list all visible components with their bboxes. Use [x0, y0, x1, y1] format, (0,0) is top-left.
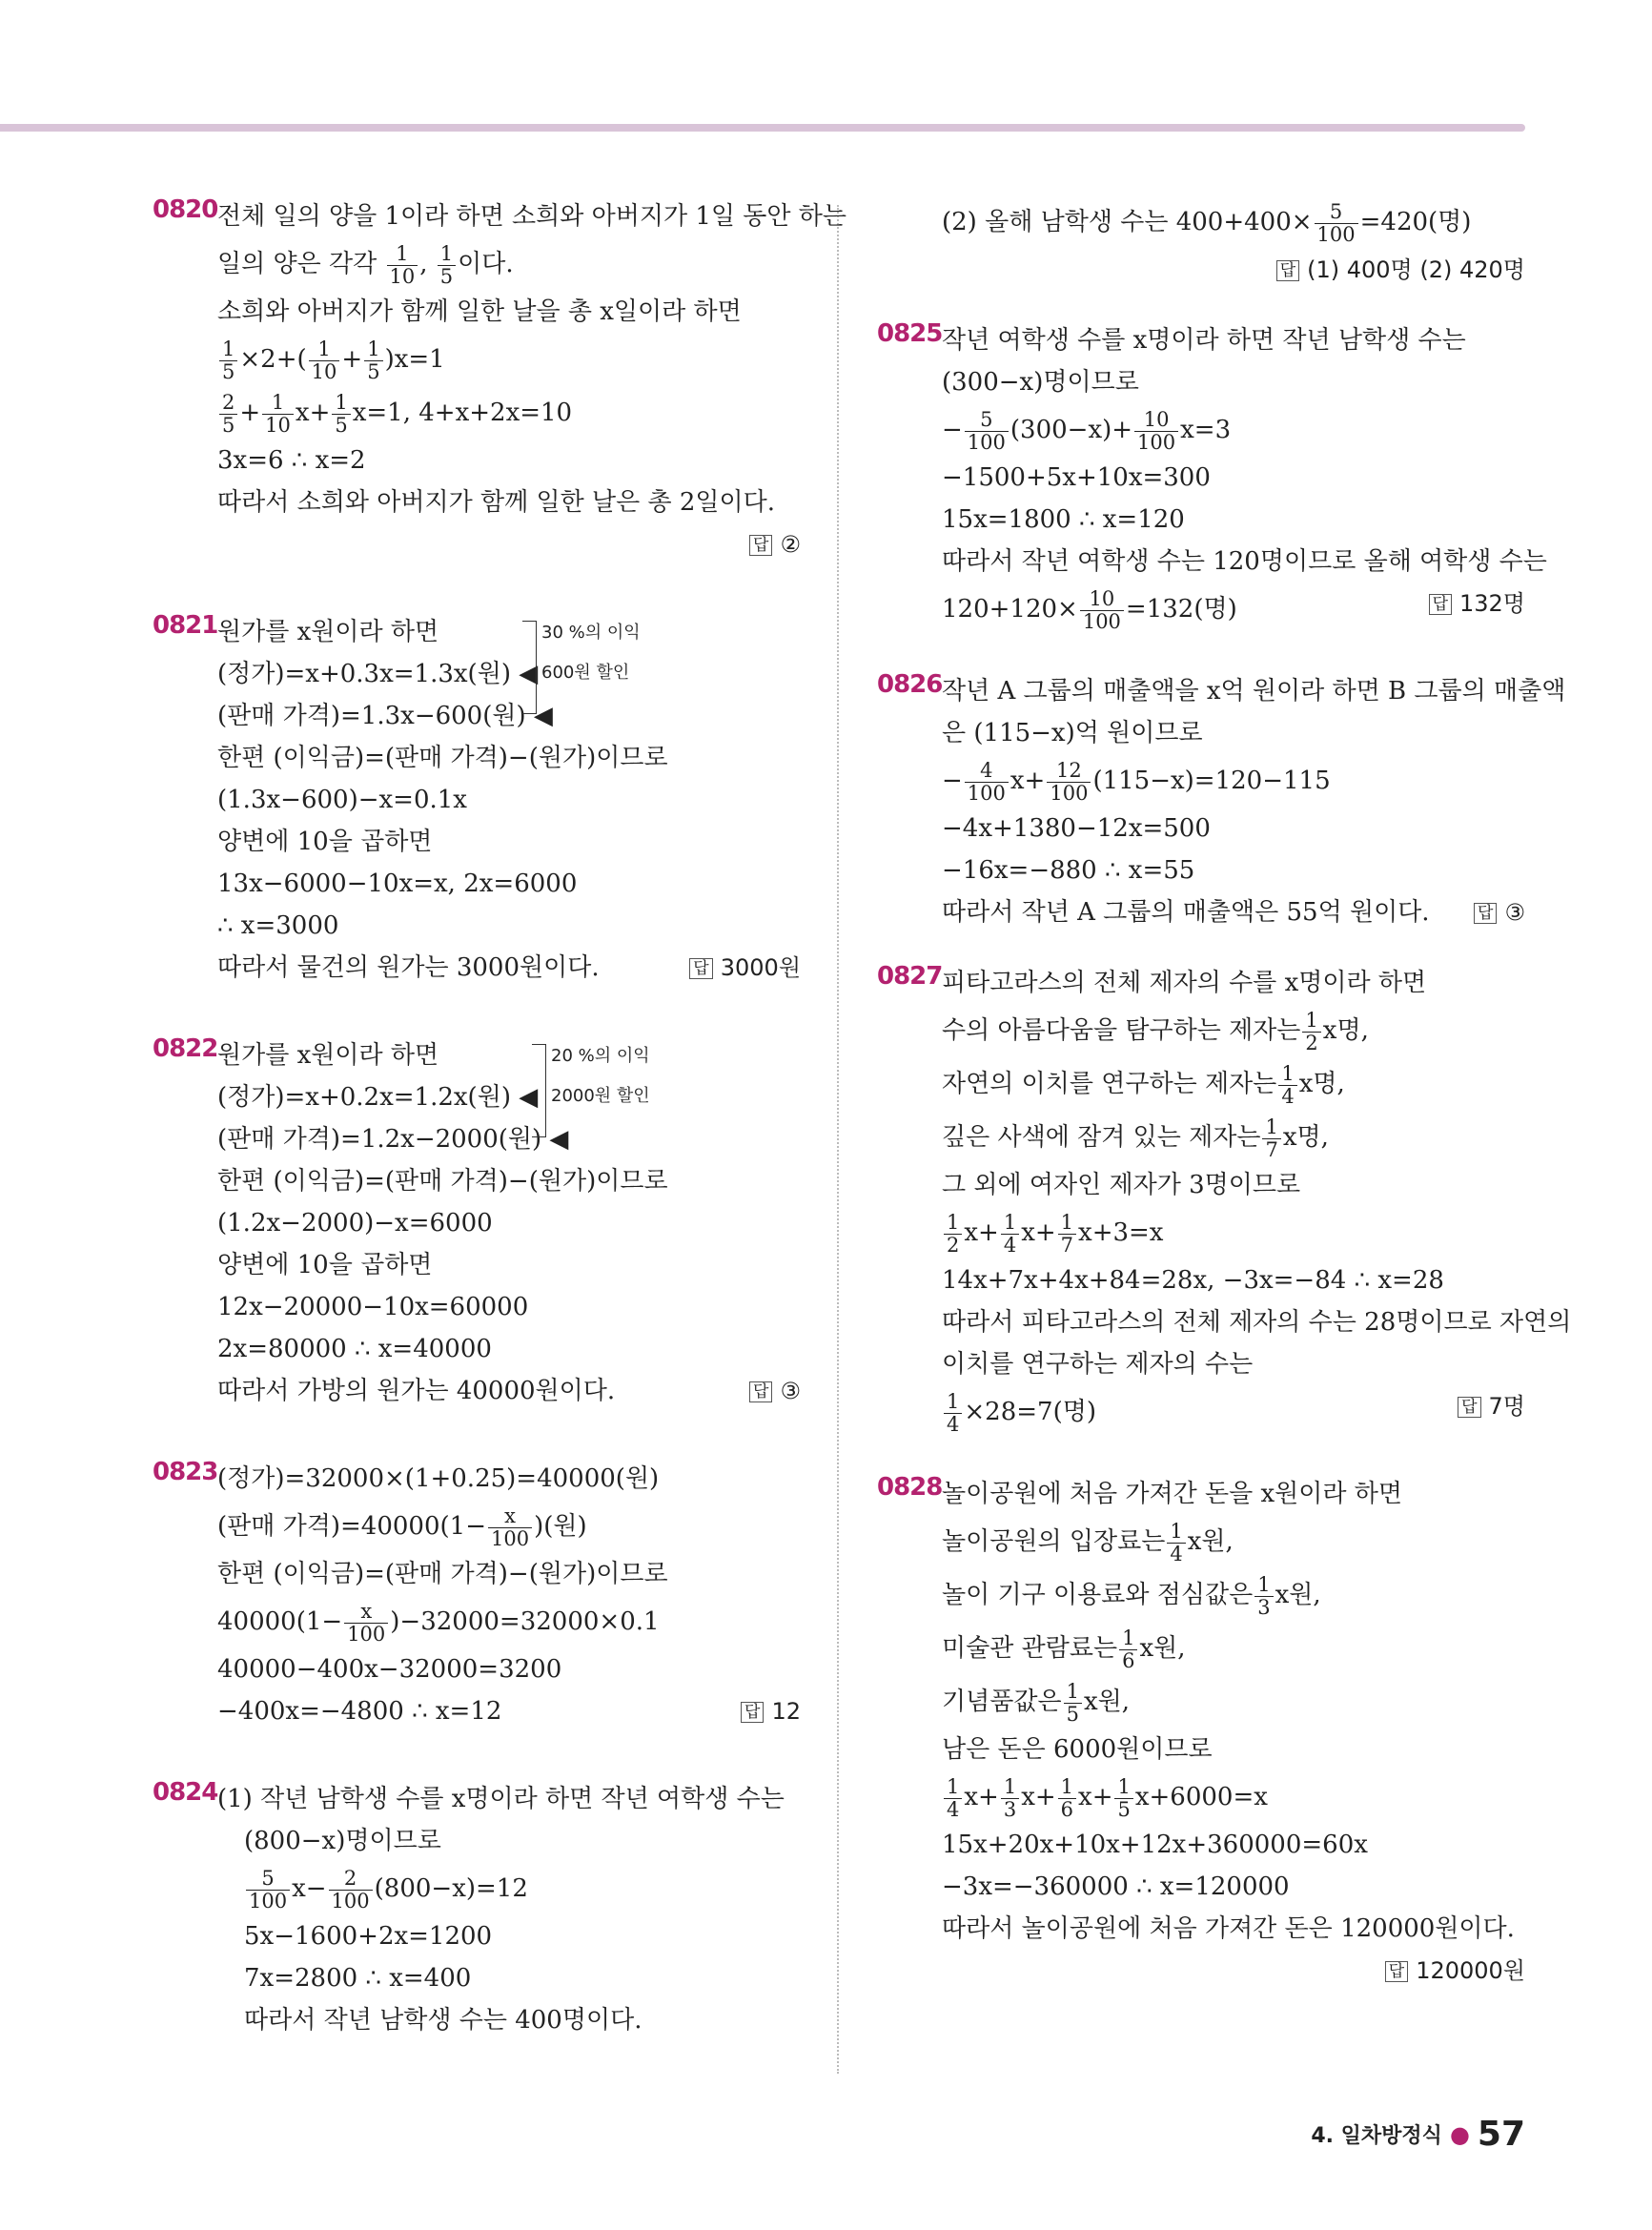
equation-line: 12x−20000−10x=60000 [217, 1293, 529, 1321]
equation-line: −400x=−4800 ∴ x=12 답 12 [217, 1690, 801, 1732]
text-line: 따라서 놀이공원에 처음 가져간 돈은 120000원이다. [942, 1914, 1515, 1943]
equation-line: (정가)=32000×(1+0.25)=40000(원) [217, 1464, 660, 1493]
answer: 답 132명 [1429, 583, 1525, 636]
equation-line: −3x=−360000 ∴ x=120000 [942, 1872, 1290, 1901]
text-line: 따라서 작년 남학생 수는 400명이다. [244, 2006, 642, 2035]
problem-0826 [877, 670, 1566, 933]
equation-line: 15x=1800 ∴ x=120 [942, 505, 1185, 534]
text-line: 따라서 피타고라스의 전체 제자의 수는 28명이므로 자연의 [942, 1308, 1572, 1337]
text-line: 수의 아름다움을 탐구하는 제자는 $\frac{1}{2}$ x명, [942, 1008, 1369, 1054]
problem-number: 0828 [877, 1473, 943, 1502]
equation-line: −4x+1380−12x=500 [942, 814, 1211, 843]
answer: 답 12 [741, 1690, 801, 1732]
answer: 답 (1) 400명 (2) 420명 [942, 249, 1525, 291]
answer: 답 ② [217, 523, 801, 565]
text-line: 깊은 사색에 잠겨 있는 제자는 $\frac{1}{7}$ x명, [942, 1115, 1329, 1161]
answer: 답 ③ [749, 1370, 801, 1412]
text-line: 놀이 기구 이용료와 점심값은 $\frac{1}{3}$ x원, [942, 1572, 1321, 1619]
annotation-note: 20 %의 이익 [551, 1046, 650, 1066]
equation-line: − $\frac{4}{100}$ x+ $\frac{12}{100}$ (115−x)=120−115 [942, 758, 1331, 805]
text-line: 기념품값은 $\frac{1}{5}$ x원, [942, 1679, 1131, 1726]
annotation-note: 2000원 할인 [551, 1086, 650, 1106]
equation-line: (1.2x−2000)−x=6000 [217, 1209, 493, 1238]
text-line: 자연의 이치를 연구하는 제자는 $\frac{1}{4}$ x명, [942, 1061, 1345, 1108]
top-decorative-bar [0, 124, 1525, 132]
text-line: 양변에 10을 곱하면 [217, 1251, 433, 1279]
equation-line: $\frac{1}{4}$ x+ $\frac{1}{3}$ x+ $\frac{1}{6}$ x+ $\frac{1}{5}$ x+6000=x [942, 1770, 1525, 1824]
equation-line: $\frac{1}{5}$ ×2+( $\frac{1}{10}$ + $\frac{1}{5}$ )x=1 [217, 333, 801, 386]
problem-number: 0827 [877, 962, 943, 991]
equation-line: 14x+7x+4x+84=28x, −3x=−84 ∴ x=28 [942, 1266, 1444, 1295]
equation-line: −1500+5x+10x=300 [942, 463, 1211, 492]
equation-line: 13x−6000−10x=x, 2x=6000 [217, 869, 578, 898]
equation-line: (판매 가격)=1.2x−2000(원) ◀ [217, 1125, 569, 1154]
problem-number: 0822 [153, 1034, 218, 1063]
text-line: 남은 돈은 6000원이므로 [942, 1735, 1213, 1764]
answer: 답 3000원 [689, 947, 801, 989]
text-line: 그 외에 여자인 제자가 3명이므로 [942, 1171, 1301, 1199]
text-line: 원가를 x원이라 하면 [217, 618, 439, 646]
problem-0822 [153, 1034, 801, 1412]
text-line: 원가를 x원이라 하면 [217, 1041, 439, 1070]
problem-0824-continued [877, 195, 1525, 291]
equation-line: (2) 올해 남학생 수는 400+400× $\frac{5}{100}$ =420(명) [942, 199, 1472, 246]
equation-line: (1.3x−600)−x=0.1x [217, 786, 467, 814]
text-line: 따라서 가방의 원가는 40000원이다. 답 ③ [217, 1370, 801, 1412]
page-number: 57 [1477, 2115, 1525, 2154]
text-line: 양변에 10을 곱하면 [217, 828, 433, 856]
text-line: 일의 양은 각각 $\frac{1}{10}$ , $\frac{1}{5}$ 이다. [217, 241, 514, 288]
problem-0828 [877, 1473, 1525, 1992]
annotation-bracket [532, 1044, 546, 1137]
text-line: 이치를 연구하는 제자의 수는 [942, 1350, 1254, 1379]
text-line: 미술관 관람료는 $\frac{1}{6}$ x원, [942, 1626, 1186, 1672]
problem-0827 [877, 962, 1572, 1439]
equation-line: 120+120× $\frac{10}{100}$ =132(명) 답 132명 [942, 583, 1525, 636]
text-line: 전체 일의 양을 1이라 하면 소희와 아버지가 1일 동안 하는 [217, 202, 847, 231]
annotation-note: 600원 할인 [541, 663, 630, 683]
text-line: (1) 작년 남학생 수를 x명이라 하면 작년 여학생 수는 [217, 1785, 785, 1813]
text-line: 놀이공원의 입장료는 $\frac{1}{4}$ x원, [942, 1519, 1234, 1565]
equation-line: (정가)=x+0.3x=1.3x(원) ◀ [217, 660, 539, 688]
page-footer [1311, 2115, 1525, 2154]
text-line: 한편 (이익금)=(판매 가격)−(원가)이므로 [217, 744, 668, 772]
equation-line: 5x−1600+2x=1200 [244, 1922, 493, 1951]
text-line: (300−x)명이므로 [942, 368, 1139, 397]
text-line: 따라서 물건의 원가는 3000원이다. 답 3000원 [217, 947, 801, 989]
problem-number: 0825 [877, 319, 943, 348]
equation-line: $\frac{2}{5}$ + $\frac{1}{10}$ x+ $\frac{1}{5}$ x=1, 4+x+2x=10 [217, 386, 801, 440]
problem-0824 [153, 1778, 801, 2041]
equation-line: 40000−400x−32000=3200 [217, 1655, 562, 1684]
text-line: 놀이공원에 처음 가져간 돈을 x원이라 하면 [942, 1480, 1402, 1508]
answer: 답 7명 [1458, 1385, 1525, 1439]
fraction: $\frac{1}{10}$ [387, 243, 418, 288]
equation-line: (판매 가격)=40000(1− $\frac{x}{100}$ )(원) [217, 1504, 587, 1550]
equation-line: (판매 가격)=1.3x−600(원) ◀ [217, 702, 553, 730]
problem-number: 0823 [153, 1458, 218, 1486]
text-line: 은 (115−x)억 원이므로 [942, 719, 1203, 747]
right-column [877, 195, 1572, 2037]
chapter-title: 4. 일차방정식 [1311, 2124, 1442, 2148]
text-line: 작년 A 그룹의 매출액을 x억 원이라 하면 B 그룹의 매출액 [942, 677, 1566, 706]
text-line: 한편 (이익금)=(판매 가격)−(원가)이므로 [217, 1167, 668, 1196]
equation-line: 15x+20x+10x+12x+360000=60x [942, 1831, 1368, 1859]
problem-0825 [877, 319, 1547, 636]
equation-line: − $\frac{5}{100}$ (300−x)+ $\frac{10}{100}$ x=3 [942, 407, 1232, 454]
problem-number: 0824 [153, 1778, 218, 1807]
text-line: (800−x)명이므로 [244, 1827, 441, 1855]
problem-number: 0820 [153, 195, 218, 224]
fraction: $\frac{1}{5}$ [438, 243, 456, 288]
text-line: 따라서 작년 여학생 수는 120명이므로 올해 여학생 수는 [942, 547, 1547, 576]
text-line: 따라서 작년 A 그룹의 매출액은 55억 원이다. 답 ③ [942, 891, 1525, 933]
problem-number: 0821 [153, 611, 218, 640]
problem-0821 [153, 611, 801, 989]
column-divider [837, 205, 839, 2074]
left-column [153, 195, 847, 2087]
problem-number: 0826 [877, 670, 943, 699]
bullet-icon: ● [1449, 2120, 1470, 2148]
text-line: 피타고라스의 전체 제자의 수를 x명이라 하면 [942, 969, 1427, 997]
problem-0820 [153, 195, 847, 565]
equation-line: −16x=−880 ∴ x=55 [942, 856, 1195, 885]
equation-line: 7x=2800 ∴ x=400 [244, 1964, 472, 1993]
text-line: 따라서 소희와 아버지가 함께 일한 날은 총 2일이다. [217, 488, 775, 517]
answer: 답 120000원 [942, 1950, 1525, 1992]
annotation-note: 30 %의 이익 [541, 623, 641, 643]
equation-line: $\frac{1}{4}$ ×28=7(명) 답 7명 [942, 1385, 1525, 1439]
text-line: 소희와 아버지가 함께 일한 날을 총 x일이라 하면 [217, 297, 742, 326]
text-line: 작년 여학생 수를 x명이라 하면 작년 남학생 수는 [942, 326, 1466, 355]
equation-line: 40000(1− $\frac{x}{100}$ )−32000=32000×0.1 [217, 1599, 660, 1646]
equation-line: $\frac{5}{100}$ x− $\frac{2}{100}$ (800−x)=12 [217, 1862, 801, 1915]
equation-line: 2x=80000 ∴ x=40000 [217, 1335, 492, 1363]
equation-line: ∴ x=3000 [217, 911, 339, 940]
annotation-bracket [522, 621, 537, 714]
equation-line: 3x=6 ∴ x=2 [217, 446, 366, 475]
equation-line: (정가)=x+0.2x=1.2x(원) ◀ [217, 1083, 539, 1112]
answer: 답 ③ [1474, 891, 1525, 933]
problem-0823 [153, 1458, 801, 1732]
text-line: 한편 (이익금)=(판매 가격)−(원가)이므로 [217, 1560, 668, 1588]
equation-line: $\frac{1}{2}$ x+ $\frac{1}{4}$ x+ $\frac{1}{7}$ x+3=x [942, 1206, 1525, 1259]
